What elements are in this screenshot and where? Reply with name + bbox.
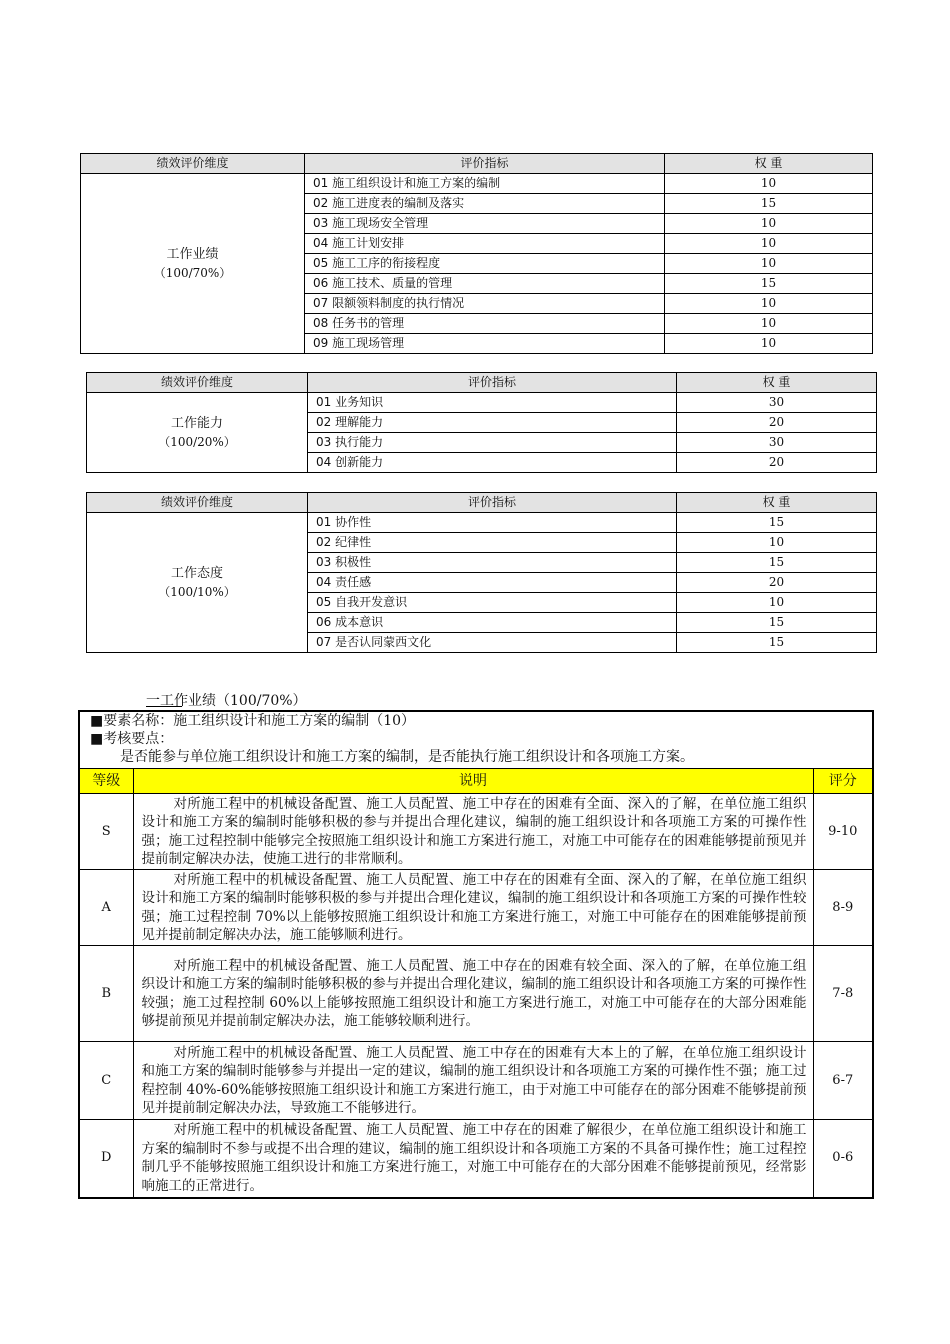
table-header-row xyxy=(81,154,873,174)
weight-cell: 10 xyxy=(665,314,873,334)
indicator-cell: 08 任务书的管理 xyxy=(305,314,665,334)
weight-cell: 15 xyxy=(677,513,877,533)
indicator-cell: 06 成本意识 xyxy=(308,613,677,633)
dimension-cell xyxy=(87,393,308,473)
indicator-cell: 09 施工现场管理 xyxy=(305,334,665,354)
dimension-name: 工作能力 xyxy=(170,415,223,431)
indicator-cell: 02 理解能力 xyxy=(308,413,677,433)
grade-row-b xyxy=(79,946,873,1042)
dimension-percent: （100/70%） xyxy=(153,265,232,280)
grade-row-s xyxy=(79,794,873,870)
indicator-cell: 04 创新能力 xyxy=(308,453,677,473)
assessment-points-label-row xyxy=(79,730,873,748)
weight-cell: 20 xyxy=(677,453,877,473)
grade-label: S xyxy=(79,794,133,870)
header-weight: 权 重 xyxy=(677,373,877,393)
grade-description: 对所施工程中的机械设备配置、施工人员配置、施工中存在的困难有大本上的了解，在单位施工组织设计和施工方案的编制时能够参与并提出一定的建议，编制的施工组织设计和各项施工方案的可操作性不强；施工过程控制 40%-60%能够按照施工组织设计和施工方案进行施工，由于对施工中可能存在的部分困难不能够提前预见并提前制定解决办法，导致施工不能够进行。 xyxy=(133,1042,813,1120)
dimension-cell xyxy=(81,174,305,354)
header-dimension: 绩效评价维度 xyxy=(87,493,308,513)
grading-table xyxy=(78,710,874,1199)
weight-cell: 10 xyxy=(677,593,877,613)
header-weight: 权 重 xyxy=(665,154,873,174)
weight-cell: 10 xyxy=(665,254,873,274)
weight-cell: 15 xyxy=(665,274,873,294)
table-row xyxy=(81,174,873,194)
assessment-points-label: ■考核要点： xyxy=(90,731,174,747)
dimension-percent: （100/10%） xyxy=(158,584,236,599)
indicator-cell: 06 施工技术、质量的管理 xyxy=(305,274,665,294)
grade-label: A xyxy=(79,870,133,946)
grade-score: 8-9 xyxy=(813,870,873,946)
dimension-name: 工作态度 xyxy=(170,565,223,581)
weight-cell: 10 xyxy=(665,334,873,354)
weight-cell: 10 xyxy=(665,214,873,234)
indicator-cell: 01 施工组织设计和施工方案的编制 xyxy=(305,174,665,194)
indicator-cell: 04 施工计划安排 xyxy=(305,234,665,254)
element-name-row xyxy=(79,711,873,730)
assessment-points-text: 是否能参与单位施工组织设计和施工方案的编制，是否能执行施工组织设计和各项施工方案。 xyxy=(120,749,694,765)
header-dimension: 绩效评价维度 xyxy=(87,373,308,393)
weight-cell: 15 xyxy=(677,633,877,653)
indicator-cell: 07 是否认同蒙西文化 xyxy=(308,633,677,653)
weight-cell: 15 xyxy=(677,553,877,573)
grade-score: 7-8 xyxy=(813,946,873,1042)
grading-header-row xyxy=(79,769,873,794)
kpi-table-performance xyxy=(80,153,873,354)
table-header-row xyxy=(87,373,877,393)
dimension-name: 工作业绩 xyxy=(166,246,219,262)
description-column-header: 说明 xyxy=(133,769,813,794)
assessment-points-row xyxy=(79,748,873,769)
element-name: ■要素名称：施工组织设计和施工方案的编制（10） xyxy=(90,713,416,729)
grade-description: 对所施工程中的机械设备配置、施工人员配置、施工中存在的困难了解很少，在单位施工组织设计和施工方案的编制时不参与或提不出合理的建议，编制的施工组织设计和各项施工方案的不具备可操作性；施工过程控制几乎不能够按照施工组织设计和施工方案进行施工，对施工中可能存在的大部分困难不能够提前预见，经常影响施工的正常进行。 xyxy=(133,1120,813,1198)
grade-score: 6-7 xyxy=(813,1042,873,1120)
indicator-cell: 01 协作性 xyxy=(308,513,677,533)
grade-column-header: 等级 xyxy=(79,769,133,794)
weight-cell: 30 xyxy=(677,433,877,453)
table-header-row xyxy=(87,493,877,513)
grade-label: D xyxy=(79,1120,133,1198)
table-row xyxy=(87,513,877,533)
grade-score: 0-6 xyxy=(813,1120,873,1198)
weight-cell: 15 xyxy=(665,194,873,214)
indicator-cell: 02 纪律性 xyxy=(308,533,677,553)
kpi-table-ability xyxy=(86,372,877,473)
weight-cell: 20 xyxy=(677,573,877,593)
header-dimension: 绩效评价维度 xyxy=(81,154,305,174)
indicator-cell: 02 施工进度表的编制及落实 xyxy=(305,194,665,214)
grade-description: 对所施工程中的机械设备配置、施工人员配置、施工中存在的困难有较全面、深入的了解，在单位施工组织设计和施工方案的编制时能够积极的参与并提出合理化建议，编制的施工组织设计和各项施工方案的可操作性较强；施工过程控制 60%以上能够按照施工组织设计和施工方案进行施工，对施工中可能存在的大部分困难能够提前预见并提前制定解决办法，施工能够较顺利进行。 xyxy=(133,946,813,1042)
indicator-cell: 03 积极性 xyxy=(308,553,677,573)
indicator-cell: 03 施工现场安全管理 xyxy=(305,214,665,234)
indicator-cell: 03 执行能力 xyxy=(308,433,677,453)
weight-cell: 15 xyxy=(677,613,877,633)
kpi-table-attitude xyxy=(86,492,877,653)
weight-cell: 10 xyxy=(665,234,873,254)
table-row xyxy=(87,393,877,413)
header-weight: 权 重 xyxy=(677,493,877,513)
weight-cell: 10 xyxy=(665,294,873,314)
grade-row-a xyxy=(79,870,873,946)
weight-cell: 20 xyxy=(677,413,877,433)
grade-score: 9-10 xyxy=(813,794,873,870)
grade-row-d xyxy=(79,1120,873,1198)
score-column-header: 评分 xyxy=(813,769,873,794)
grade-label: B xyxy=(79,946,133,1042)
weight-cell: 10 xyxy=(677,533,877,553)
grade-row-c xyxy=(79,1042,873,1120)
indicator-cell: 07 限额领料制度的执行情况 xyxy=(305,294,665,314)
weight-cell: 30 xyxy=(677,393,877,413)
section-title: 一工作业绩（100/70%） xyxy=(146,693,307,709)
indicator-cell: 04 责任感 xyxy=(308,573,677,593)
dimension-cell xyxy=(87,513,308,653)
header-indicator: 评价指标 xyxy=(305,154,665,174)
header-indicator: 评价指标 xyxy=(308,493,677,513)
grade-description: 对所施工程中的机械设备配置、施工人员配置、施工中存在的困难有全面、深入的了解，在单位施工组织设计和施工方案的编制时能够积极的参与并提出合理化建议，编制的施工组织设计和各项施工方案的可操作性较强；施工过程控制 70%以上能够按照施工组织设计和施工方案进行施工，对施工中可能存在的困难能够提前预见并提前制定解决办法，施工能够顺利进行。 xyxy=(133,870,813,946)
dimension-percent: （100/20%） xyxy=(158,434,236,449)
indicator-cell: 01 业务知识 xyxy=(308,393,677,413)
grade-label: C xyxy=(79,1042,133,1120)
indicator-cell: 05 自我开发意识 xyxy=(308,593,677,613)
weight-cell: 10 xyxy=(665,174,873,194)
indicator-cell: 05 施工工序的衔接程度 xyxy=(305,254,665,274)
grade-description: 对所施工程中的机械设备配置、施工人员配置、施工中存在的困难有全面、深入的了解，在单位施工组织设计和施工方案的编制时能够积极的参与并提出合理化建议，编制的施工组织设计和各项施工方案的可操作性强；施工过程控制中能够完全按照施工组织设计和施工方案进行施工，对施工中可能存在的困难能够提前预见并提前制定解决办法，使施工进行的非常顺利。 xyxy=(133,794,813,870)
header-indicator: 评价指标 xyxy=(308,373,677,393)
